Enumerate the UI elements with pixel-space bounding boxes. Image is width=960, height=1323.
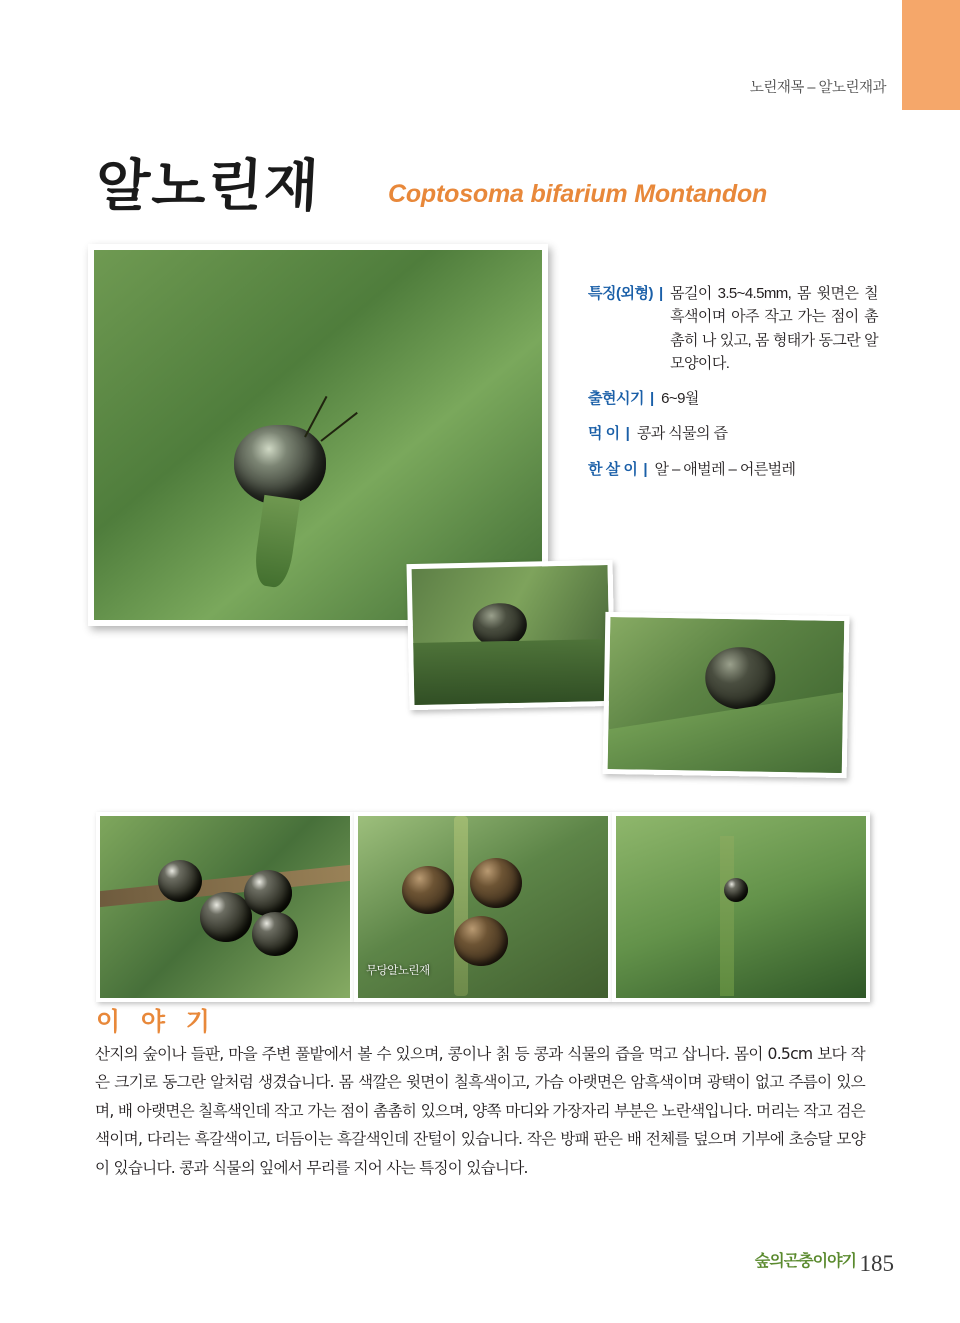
fact-value: 알 – 애벌레 – 어른벌레	[654, 460, 796, 478]
story-heading: 이 야 기	[96, 1007, 216, 1036]
insect-subject	[402, 866, 454, 914]
fact-label: 한 살 이	[588, 460, 638, 478]
story-body: 산지의 숲이나 들판, 마을 주변 풀밭에서 볼 수 있으며, 콩이나 칡 등 콩과 식물의 즙을 먹고 삽니다. 몸이 0.5cm 보다 작은 크기로 동그란 알처럼 생겼습니다. 몸 색깔은 윗면이 칠흑색이고, 가슴 아랫면은 암흑색이며 광택이 없고 주름이 있으며, 배 아랫면은 칠흑색인데 작고 가는 점이 촘촘히 있으며, 양쪽 마디와 가장자리 부분은 노란색입니다. 머리는 작고 검은색이며, 다리는 흑갈색이고, 더듬이는 흑갈색인데 잔털이 있습니다. 작은 방패 판은 배 전체를 덮으며 기부에 초승달 모양이 있습니다. 콩과 식물의 잎에서 무리를 지어 사는 특징이 있습니다.	[95, 1045, 865, 1177]
photo-caption: 무당알노린재	[366, 965, 430, 977]
fact-row	[588, 422, 878, 445]
fact-value: 몸길이 3.5~4.5mm, 몸 윗면은 칠흑색이며 아주 작고 가는 점이 촘촘히 나 있고, 몸 형태가 동그란 알 모양이다.	[670, 285, 878, 372]
detail-photo-right	[603, 612, 850, 778]
fact-label: 특징(외형)	[588, 285, 653, 302]
insect-subject	[454, 916, 508, 966]
breadcrumb: 노린재목 – 알노린재과	[749, 80, 886, 96]
detail-photo-left	[406, 560, 615, 710]
page-title: 알노린재	[94, 154, 322, 219]
fact-separator-icon: |	[643, 460, 648, 478]
insect-subject	[470, 858, 522, 908]
insect-subject	[705, 647, 776, 710]
gallery-photo-3	[612, 812, 870, 1002]
leaf-surface	[413, 639, 610, 710]
fact-value: 콩과 식물의 즙	[636, 425, 728, 443]
page-number: 185	[859, 1251, 894, 1276]
insect-subject	[244, 870, 292, 916]
insect-subject	[724, 878, 748, 902]
fact-separator-icon: |	[649, 390, 655, 407]
fact-label: 먹 이	[588, 425, 620, 443]
scientific-name: Coptosoma bifarium Montandon	[388, 180, 768, 208]
fact-row	[588, 282, 878, 375]
antenna-left-icon	[304, 396, 327, 438]
stem	[720, 836, 734, 996]
fact-row	[588, 387, 878, 410]
fact-row	[588, 458, 878, 481]
page-corner-tab	[902, 0, 960, 110]
gallery-photo-1	[96, 812, 354, 1002]
insect-subject	[158, 860, 202, 902]
stem	[454, 816, 468, 996]
footer-brand: 숲의곤충이야기	[754, 1251, 856, 1270]
insect-subject	[234, 425, 326, 505]
fact-label: 출현시기	[588, 390, 644, 407]
fact-separator-icon: |	[658, 285, 664, 302]
species-fact-list	[588, 282, 878, 493]
insect-subject	[252, 912, 298, 956]
fact-value: 6~9월	[661, 390, 699, 407]
antenna-right-icon	[320, 412, 357, 442]
fact-separator-icon: |	[625, 425, 630, 443]
